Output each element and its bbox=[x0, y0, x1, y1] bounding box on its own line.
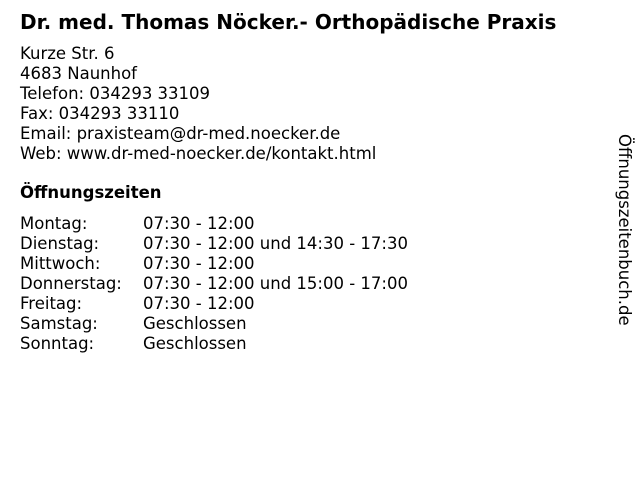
hours-day: Montag: bbox=[20, 214, 88, 233]
hours-day: Donnerstag: bbox=[20, 274, 122, 293]
email-address: Email: praxisteam@dr-med.noecker.de bbox=[20, 124, 341, 143]
street-address: Kurze Str. 6 bbox=[20, 44, 115, 63]
hours-time: 07:30 - 12:00 und 14:30 - 17:30 bbox=[143, 234, 408, 253]
hours-time: 07:30 - 12:00 und 15:00 - 17:00 bbox=[143, 274, 408, 293]
hours-day: Freitag: bbox=[20, 294, 83, 313]
city-postal: 4683 Naunhof bbox=[20, 64, 137, 83]
brand-label: Öffnungszeitenbuch.de bbox=[615, 134, 634, 326]
website-url: Web: www.dr-med-noecker.de/kontakt.html bbox=[20, 144, 377, 163]
hours-time: Geschlossen bbox=[143, 334, 247, 353]
hours-time: Geschlossen bbox=[143, 314, 247, 333]
hours-day: Sonntag: bbox=[20, 334, 95, 353]
hours-time: 07:30 - 12:00 bbox=[143, 214, 255, 233]
fax-number: Fax: 034293 33110 bbox=[20, 104, 180, 123]
page-title: Dr. med. Thomas Nöcker.- Orthopädische Praxis bbox=[20, 10, 557, 34]
hours-day: Samstag: bbox=[20, 314, 98, 333]
hours-time: 07:30 - 12:00 bbox=[143, 294, 255, 313]
brand-watermark bbox=[612, 134, 636, 364]
hours-day: Mittwoch: bbox=[20, 254, 101, 273]
opening-hours-heading: Öffnungszeiten bbox=[20, 183, 162, 202]
contact-block bbox=[20, 44, 376, 164]
hours-day: Dienstag: bbox=[20, 234, 100, 253]
phone-number: Telefon: 034293 33109 bbox=[20, 84, 211, 103]
hours-time: 07:30 - 12:00 bbox=[143, 254, 255, 273]
